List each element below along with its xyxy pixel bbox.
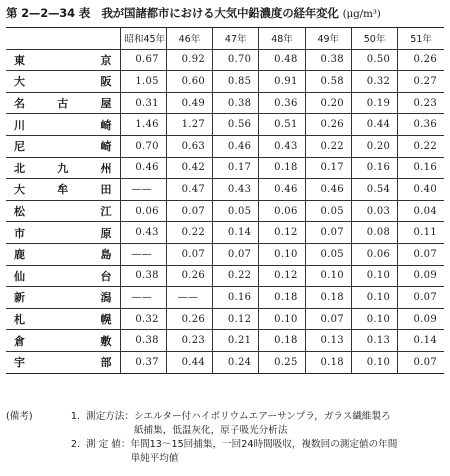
value-cell: 0.47: [166, 179, 212, 201]
city-name: [6, 179, 120, 201]
city-char: 大: [14, 75, 25, 89]
value-cell: 0.05: [305, 200, 351, 222]
value-cell: 0.12: [259, 265, 305, 287]
table-row: [6, 243, 444, 265]
value-cell: 0.70: [120, 135, 166, 157]
city-name: [6, 265, 120, 287]
value-cell: 0.10: [351, 351, 397, 373]
value-cell: 0.49: [166, 92, 212, 114]
value-cell: 0.09: [398, 265, 444, 287]
city-char: 敷: [100, 334, 112, 348]
value-cell: 0.24: [213, 351, 259, 373]
value-cell: 0.17: [305, 157, 351, 179]
value-cell: ——: [120, 243, 166, 265]
value-cell: 0.42: [166, 157, 212, 179]
city-name: [6, 92, 120, 114]
value-cell: 0.46: [259, 179, 305, 201]
value-cell: 0.63: [166, 135, 212, 157]
value-cell: 0.58: [305, 71, 351, 93]
value-cell: 0.10: [351, 265, 397, 287]
value-cell: 0.50: [351, 49, 397, 71]
value-cell: 0.32: [351, 71, 397, 93]
city-char: 京: [100, 53, 112, 67]
table-row: [6, 114, 444, 136]
value-cell: 0.07: [166, 200, 212, 222]
city-name: [6, 222, 120, 244]
value-cell: 0.22: [305, 135, 351, 157]
value-cell: 0.07: [398, 351, 444, 373]
value-cell: 0.27: [398, 71, 444, 93]
city-name: [6, 135, 120, 157]
note-heading: 測 定 値：: [86, 439, 131, 450]
city-char: 仙: [14, 269, 25, 283]
city-char: 州: [100, 161, 112, 175]
header-year: 46年: [166, 28, 212, 50]
value-cell: 0.51: [259, 114, 305, 136]
value-cell: 0.26: [166, 265, 212, 287]
city-name: [6, 114, 120, 136]
value-cell: 0.16: [213, 287, 259, 309]
city-char: 新: [14, 291, 25, 305]
table-row: [6, 287, 444, 309]
note-line: [6, 424, 446, 438]
value-cell: 0.08: [351, 222, 397, 244]
value-cell: 0.25: [259, 351, 305, 373]
value-cell: 0.21: [213, 330, 259, 352]
value-cell: 0.07: [213, 243, 259, 265]
value-cell: ——: [120, 179, 166, 201]
value-cell: 0.44: [351, 114, 397, 136]
table-row: [6, 49, 444, 71]
city-name: [6, 330, 120, 352]
note-number: 2.: [70, 439, 80, 450]
value-cell: 0.38: [120, 330, 166, 352]
header-year: 51年: [398, 28, 444, 50]
value-cell: 1.27: [166, 114, 212, 136]
value-cell: 0.22: [166, 222, 212, 244]
value-cell: 0.43: [120, 222, 166, 244]
city-char: 北: [14, 161, 25, 175]
header-year: 50年: [351, 28, 397, 50]
value-cell: 0.18: [305, 287, 351, 309]
city-name: [6, 243, 120, 265]
value-cell: 0.44: [166, 351, 212, 373]
value-cell: 0.31: [120, 92, 166, 114]
city-char: 大: [14, 183, 25, 197]
value-cell: 0.18: [259, 330, 305, 352]
value-cell: 0.07: [305, 308, 351, 330]
city-char: 台: [100, 269, 112, 283]
value-cell: 0.10: [351, 287, 397, 309]
note-line: [6, 452, 446, 466]
value-cell: 0.07: [166, 243, 212, 265]
value-cell: 0.32: [120, 308, 166, 330]
city-char: 牟: [57, 183, 69, 197]
header-year: 49年: [305, 28, 351, 50]
city-char: 市: [14, 226, 25, 240]
city-char: 川: [14, 118, 25, 132]
city-char: 潟: [100, 291, 112, 305]
value-cell: 0.38: [120, 265, 166, 287]
value-cell: 0.22: [398, 135, 444, 157]
value-cell: ——: [120, 287, 166, 309]
city-char: 松: [14, 205, 25, 219]
note-heading: 測定方法：: [86, 411, 134, 422]
table-row: [6, 92, 444, 114]
city-char: 九: [57, 161, 69, 175]
value-cell: 0.11: [398, 222, 444, 244]
value-cell: 0.14: [398, 330, 444, 352]
value-cell: 0.10: [305, 265, 351, 287]
value-cell: 0.46: [305, 179, 351, 201]
city-char: 札: [14, 313, 25, 327]
value-cell: 0.13: [351, 330, 397, 352]
city-char: 屋: [100, 97, 112, 111]
city-name: [6, 157, 120, 179]
value-cell: 0.16: [398, 157, 444, 179]
value-cell: 1.46: [120, 114, 166, 136]
table-row: [6, 135, 444, 157]
note-number: 1.: [70, 411, 80, 422]
city-char: 尼: [14, 140, 25, 154]
value-cell: 0.14: [213, 222, 259, 244]
table-row: [6, 222, 444, 244]
value-cell: 0.26: [166, 308, 212, 330]
value-cell: 0.13: [305, 330, 351, 352]
value-cell: 0.91: [259, 71, 305, 93]
value-cell: 0.54: [351, 179, 397, 201]
lead-concentration-table: [6, 27, 444, 374]
value-cell: 0.10: [259, 243, 305, 265]
value-cell: 0.37: [120, 351, 166, 373]
city-char: 倉: [14, 334, 25, 348]
value-cell: 0.38: [305, 49, 351, 71]
header-year: 47年: [213, 28, 259, 50]
value-cell: 0.46: [120, 157, 166, 179]
value-cell: 1.05: [120, 71, 166, 93]
value-cell: 0.05: [305, 243, 351, 265]
table-number: 第 2—2—34 表: [6, 6, 91, 20]
city-char: 鹿: [14, 248, 25, 262]
city-name: [6, 49, 120, 71]
city-char: 宇: [14, 356, 25, 370]
value-cell: 0.20: [305, 92, 351, 114]
value-cell: 0.26: [398, 49, 444, 71]
value-cell: 0.06: [351, 243, 397, 265]
value-cell: 0.10: [259, 308, 305, 330]
value-cell: 0.48: [259, 49, 305, 71]
value-cell: 0.36: [398, 114, 444, 136]
value-cell: 0.38: [213, 92, 259, 114]
city-name: [6, 200, 120, 222]
table-row: [6, 330, 444, 352]
value-cell: 0.85: [213, 71, 259, 93]
city-char: 田: [100, 183, 112, 197]
city-name: [6, 71, 120, 93]
city-name: [6, 308, 120, 330]
header-year: 48年: [259, 28, 305, 50]
table-title-text: 我が国諸都市における大気中鉛濃度の経年変化: [101, 6, 339, 20]
table-row: [6, 157, 444, 179]
city-char: 名: [14, 97, 25, 111]
value-cell: 0.18: [259, 157, 305, 179]
value-cell: 0.05: [213, 200, 259, 222]
value-cell: 0.22: [213, 265, 259, 287]
notes-label: (備考): [6, 411, 33, 422]
value-cell: 0.46: [213, 135, 259, 157]
value-cell: 0.40: [398, 179, 444, 201]
unit-label: (μg/m³): [342, 8, 381, 20]
city-char: 阪: [100, 75, 112, 89]
note-text: 単純平均値: [130, 453, 179, 464]
value-cell: 0.03: [351, 200, 397, 222]
notes: [6, 410, 446, 466]
city-name: [6, 287, 120, 309]
note-text: シエルター付ハイボリウムエアーサンプラ，ガラス繊維製ろ: [133, 411, 391, 422]
value-cell: 0.43: [259, 135, 305, 157]
city-char: 原: [100, 226, 112, 240]
value-cell: 0.10: [351, 308, 397, 330]
city-char: 部: [100, 356, 112, 370]
value-cell: 0.70: [213, 49, 259, 71]
header-corner: [6, 28, 120, 50]
value-cell: 0.92: [166, 49, 212, 71]
value-cell: 0.19: [351, 92, 397, 114]
city-char: 島: [100, 248, 112, 262]
value-cell: 0.18: [259, 287, 305, 309]
value-cell: 0.20: [351, 135, 397, 157]
value-cell: 0.26: [305, 114, 351, 136]
table-title: [6, 5, 446, 21]
table-row: [6, 71, 444, 93]
city-char: 崎: [100, 140, 112, 154]
table-row: [6, 265, 444, 287]
header-year: 昭和45年: [120, 28, 166, 50]
city-char: 古: [57, 97, 69, 111]
value-cell: 0.06: [259, 200, 305, 222]
value-cell: 0.04: [398, 200, 444, 222]
value-cell: 0.09: [398, 308, 444, 330]
city-char: 幌: [100, 313, 112, 327]
note-line: [6, 410, 446, 424]
value-cell: 0.12: [259, 222, 305, 244]
value-cell: 0.06: [120, 200, 166, 222]
value-cell: 0.07: [398, 287, 444, 309]
value-cell: 0.23: [398, 92, 444, 114]
note-line: [6, 438, 446, 452]
value-cell: ——: [166, 287, 212, 309]
table-body: [6, 49, 444, 373]
table-row: [6, 179, 444, 201]
value-cell: 0.16: [351, 157, 397, 179]
value-cell: 0.56: [213, 114, 259, 136]
note-text: 紙捕集，低温灰化，原子吸光分析法: [133, 425, 288, 436]
value-cell: 0.12: [213, 308, 259, 330]
value-cell: 0.23: [166, 330, 212, 352]
value-cell: 0.07: [305, 222, 351, 244]
value-cell: 0.43: [213, 179, 259, 201]
city-char: 江: [100, 205, 112, 219]
value-cell: 0.17: [213, 157, 259, 179]
table-row: [6, 200, 444, 222]
city-char: 東: [14, 53, 25, 67]
value-cell: 0.07: [398, 243, 444, 265]
value-cell: 0.67: [120, 49, 166, 71]
city-char: 崎: [100, 118, 112, 132]
value-cell: 0.36: [259, 92, 305, 114]
note-text: 年間13～15回捕集，一回24時間吸収，複数回の測定値の年間: [130, 439, 398, 450]
value-cell: 0.18: [305, 351, 351, 373]
value-cell: 0.60: [166, 71, 212, 93]
header-row: [6, 28, 444, 50]
table-row: [6, 351, 444, 373]
city-name: [6, 351, 120, 373]
table-row: [6, 308, 444, 330]
